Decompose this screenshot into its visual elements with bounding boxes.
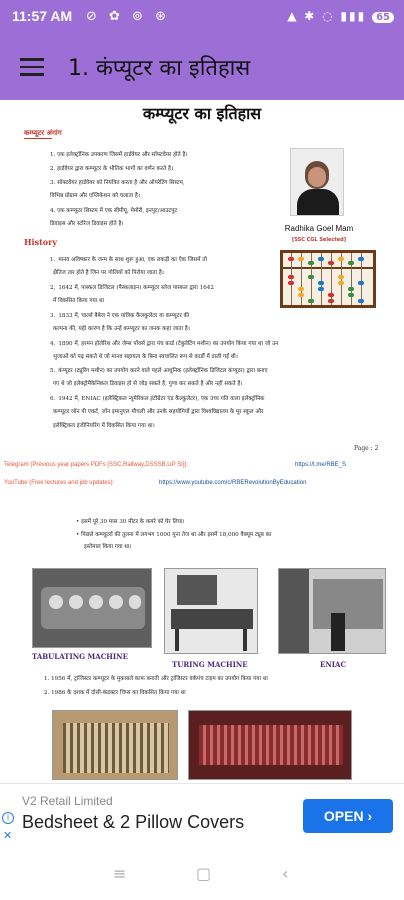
history-line: कंप्यूटर (ट्यूरिंग मशीन) का उपयोग करने वाले पहले आधुनिक (इलेक्ट्रॉनिक डिजिटल कंप्यूटर) द्वारा बनाए	[58, 368, 268, 374]
ad-advertiser: V2 Retail Limited	[22, 794, 113, 808]
history-line: 1890 में, हरमन होलेरिथ और जेम्स पॉवर्स द्वारा पंच कार्ड (टेबुलेटिंग मशीन) का उपयोग किया गया था जो उन	[58, 341, 279, 347]
history-line: 1942 में, ENIAC (इलेक्ट्रिकल न्यूमेरिकल इंटीग्रेटर एंड कैल्कुलेटर), एक उच्च गति वाला इलेक्ट्रॉनिक	[58, 396, 265, 402]
history-line: गए थे जो इलेक्ट्रोमैकेनिकल डिवाइस हो से जोड़ सकते है, गुणा कर सकते है और नहीं सकते है।	[53, 381, 243, 387]
caption-eniac: ENIAC	[320, 660, 347, 669]
history-line: में विकसित किया गया था	[53, 298, 105, 304]
history-line: 1833 में, चार्ल्स बैबेज ने एक यांत्रिक कैलकुलेटर या कम्प्यूटर की	[58, 313, 190, 319]
notification-icons: ⊘ ✿ ⊚ ⊛	[86, 9, 170, 24]
ad-close-icon[interactable]: ✕	[3, 829, 13, 842]
signal-icons: ▲ ✱ ◌ ▮▮▮	[287, 9, 367, 23]
turing-machine-image	[164, 568, 258, 654]
hamburger-menu-icon[interactable]	[20, 58, 44, 76]
teacher-subtitle: [SSC CGL Selected]	[291, 237, 347, 243]
history-line: कम्प्यूटर जॉन पी एकर्ट, जॉन इमानुएल मौचली और उनके सहयोगियों द्वारा विश्वविद्यालय के मूर स्कूल और	[53, 409, 264, 415]
tabulating-machine-image	[32, 568, 152, 648]
app-bar	[0, 34, 404, 100]
abacus-image	[280, 250, 376, 308]
ad-title[interactable]: Bedsheet & 2 Pillow Covers	[22, 812, 245, 832]
bullet-line: • इसमें पूरे 30 मास 30 मीटर के कमरे को घेर लिया।	[76, 519, 185, 525]
ad-info-icon[interactable]: i	[2, 812, 14, 824]
caption-tabulating: TABULATING MACHINE	[32, 652, 128, 661]
bullet-line: इस्तेमाल किया गया था।	[84, 544, 132, 550]
eniac-image	[278, 568, 386, 654]
bullet-line: • पिछले कम्प्यूटरों की तुलना में लगभग 1000 गुना तेज था और इसमें 18,000 वैक्यूम ट्यूब का	[76, 532, 272, 538]
intro-line: 3. सॉफ्टवेयर हार्डवेयर को नियंत्रित करता है और ऑपरेटिंग सिस्टम,	[50, 180, 185, 186]
intro-line: विभिन्न प्रोग्राम और एप्लिकेशन को चलाता है।	[50, 193, 141, 199]
history-label: History	[24, 237, 57, 247]
history-line: 1642 में, पास्कल डिजिटल (पैस्कलाइन) कम्प्यूटर ब्लेज पास्कल द्वारा 1642	[58, 285, 214, 291]
intro-line: 4. एक कम्प्यूटर सिस्टम में एक सीपीयू, मेमोरी, इनपुट/आउटपुट	[50, 208, 178, 214]
history-line: कल्पना की, यही कारण है कि उन्हें कम्प्यूटर का जनक कहा जाता है।	[53, 326, 190, 332]
teacher-name: Radhika Goel Mam	[284, 224, 354, 233]
document-title: कम्प्यूटर का इतिहास	[142, 104, 262, 123]
back-icon[interactable]: ‹	[282, 864, 289, 883]
page-number: Page : 2	[354, 445, 379, 452]
document-page-2	[14, 508, 390, 783]
history-line: भुजाओं को पढ़ सकते थे जो मानव सहायता के बिना स्वचालित रूप से कार्डों में डाली गईं थी।	[53, 354, 238, 360]
system-icons	[287, 9, 394, 23]
teacher-photo	[290, 148, 344, 216]
youtube-text: YouTube (Free lectures and job updates):	[4, 480, 115, 486]
page2-line: 2. 1986 के दशक में दोसी-कंडक्टर चिप्स का विकसित किया गया था	[44, 690, 186, 696]
chip-board-image	[188, 710, 352, 780]
system-nav-bar	[0, 847, 404, 900]
page2-line: 1. 1956 में, ट्रांजिस्टर कम्प्यूटर के मुकाबले काफ बनाती और ट्रांजिस्टर वर्कपंच टाइम का उपयोग किया गया था	[44, 676, 268, 682]
ad-open-button[interactable]: OPEN ›	[303, 799, 393, 833]
youtube-link[interactable]: https://www.youtube.com/c/RBERevolutionByEducation	[159, 480, 307, 486]
telegram-text: Telegram (Previous year papers PDFs [SSC,Railway,DSSSB,UP SI]):	[4, 462, 189, 468]
recents-icon[interactable]: ≡	[113, 864, 127, 883]
history-line: क्षैतिज तार होते है जिन पर गोलियाँ को पिरोया जाता है।	[53, 270, 164, 276]
intro-line: 2. हार्डवेयर द्वारा कम्प्यूटर के भौतिक भागों का वर्णन करते है।	[50, 166, 174, 172]
status-bar	[0, 0, 404, 34]
chevron-right-icon: ›	[367, 808, 373, 824]
intro-line: डिवाइस और स्टोरेज डिवाइस होते है।	[50, 221, 124, 227]
punch-card-machine-image	[52, 710, 178, 780]
document-page-1: कम्प्यूटर का इतिहास कम्प्यूटर अंगांग 1. एक इलेक्ट्रॉनिक उपकरण जिसमें हार्डवेयर और सॉफ्टवेयर होते है। 2. हार्डवेयर द्वारा कम्प्यूटर के भौतिक भागों का वर्णन करते है। 3. सॉफ्टवेयर हार्डवेयर को नियंत्रित करता है और ऑपरेटिंग सिस्टम, विभिन्न प्रोग्राम और एप्लिकेशन को चलाता है। 4. एक कम्प्यूटर सिस्टम में एक सीपीयू, मेमोरी, इनपुट/आउटपुट डिवाइस और स्टोरेज डिवाइस होते है। Radhika Goel Mam [SSC CGL Selected] History 1. मानव अविष्कार के जन्म के साथ शुरू हुआ, एक लकड़ी का ऐक जिसमें तो क्षैतिज तार होते है जिन पर गोलियाँ को पिरोया जाता है। 2. 1642 में, पास्कल डिजिटल (पैस्कलाइन) कम्प्यूटर ब्लेज पास्कल द्वारा 1642 में विकसित किया गया था 3. 1833 में, चार्ल्स बैबेज ने एक यांत्रिक कैलकुलेटर या कम्प्यूटर की कल्पना की, यही कारण है कि उन्हें कम्प्यूटर का जनक कहा जाता है। 4. 1890 में, हरमन होलेरिथ और जेम्स पॉवर्स द्वारा पंच कार्ड (टेबुलेटिंग मशीन) का उपयोग किया गया था जो उन भुजाओं को पढ़ सकते थे जो मानव सहायता के बिना स्वचालित रूप से कार्डों में डाली गईं थी। 5. कंप्यूटर (ट्यूरिंग मशीन) का उपयोग करने वाले पहले आधुनिक (इलेक्ट्रॉनिक डिजिटल कंप्यूटर) द्वारा बनाए गए थे जो इलेक्ट्रोमैकेनिकल डिवाइस हो से जोड़ सकते है, गुणा कर सकते है और नहीं सकते है। 6. 1942 में, ENIAC (इलेक्ट्रिकल न्यूमेरिकल इंटीग्रेटर एंड कैल्कुलेटर), एक उच्च गति वाला इलेक्ट्रॉनिक कम्प्यूटर जॉन पी एकर्ट, जॉन इमानुएल मौचली और उनके सहयोगियों द्वारा विश्वविद्यालय के मूर स्कूल और इलेक्ट्रिकल इंजीनियरिंग में विकसित किया गया था। Page : 2	[14, 100, 390, 495]
history-line: मानव अविष्कार के जन्म के साथ शुरू हुआ, एक लकड़ी का ऐक जिसमें तो	[58, 257, 207, 263]
section-rule	[24, 138, 52, 139]
ad-banner[interactable]	[0, 783, 404, 847]
caption-turing: TURING MACHINE	[172, 660, 248, 669]
telegram-link[interactable]: https://t.me/RBE_S	[295, 462, 347, 468]
section-label: कम्प्यूटर अंगांग	[24, 128, 62, 137]
history-line: इलेक्ट्रिकल इंजीनियरिंग में विकसित किया गया था।	[53, 423, 155, 429]
page-title: 1. कंप्यूटर का इतिहास	[68, 56, 251, 81]
battery-icon: 65	[372, 12, 394, 23]
document-viewer[interactable]	[0, 100, 404, 783]
home-icon[interactable]: ▢	[196, 864, 212, 883]
status-time: 11:57 AM	[12, 8, 73, 24]
intro-line: 1. एक इलेक्ट्रॉनिक उपकरण जिसमें हार्डवेयर और सॉफ्टवेयर होते है।	[50, 152, 188, 158]
